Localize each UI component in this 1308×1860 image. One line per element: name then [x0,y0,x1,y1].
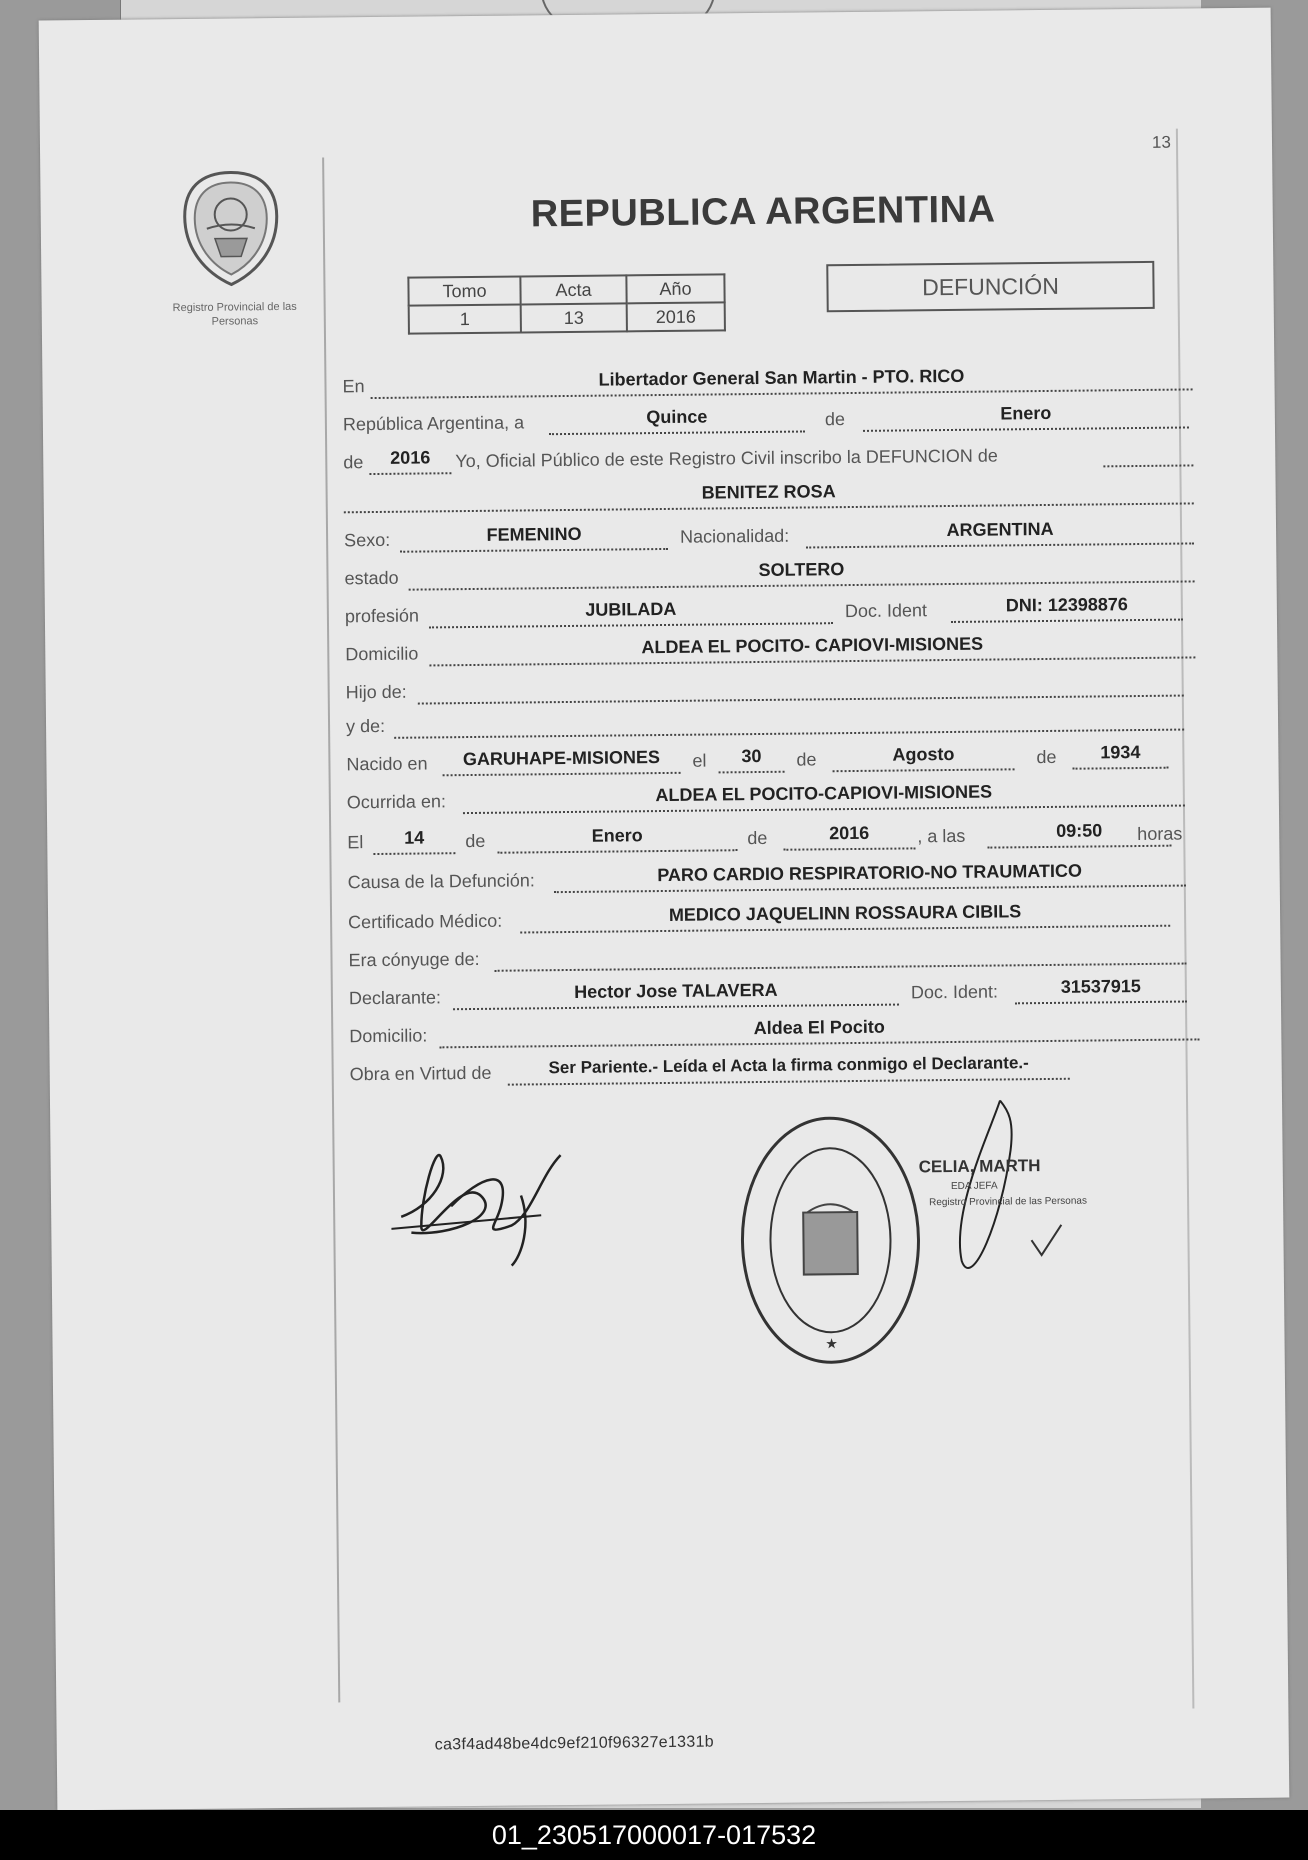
ocurrida-label: Ocurrida en: [346,791,447,813]
footer-id: 01_230517000017-017532 [491,1820,817,1850]
act-type-box: DEFUNCIÓN [826,261,1154,312]
provincial-crest-icon [180,168,281,289]
sexo-field: FEMENINO [400,518,668,553]
horas-label: horas [1137,823,1183,845]
declarante-label: Declarante: [348,987,442,1009]
nombre-field: BENITEZ ROSA [344,472,1194,513]
official-office: Registro Provincial de las Personas [929,1195,1087,1209]
estado-field: SOLTERO [408,550,1194,590]
official-name: CELIA, MARTH [918,1156,1041,1177]
ocurrida-field: ALDEA EL POCITO-CAPIOVI-MISIONES [463,775,1185,815]
dia-field: Quince [549,400,805,435]
nac-el-label: el [692,750,707,771]
document-hash: ca3f4ad48be4dc9ef210f96327e1331b [434,1733,715,1754]
def-hora-field: 09:50 [987,815,1171,849]
row-obra [350,1048,1200,1087]
def-de1-label: de [465,830,486,852]
nac-anio-field: 1934 [1072,737,1168,770]
hijo-label: Hijo de: [345,681,407,703]
declarant-signature [390,1135,581,1277]
page-number: 13 [1151,132,1172,152]
nac-de1-label: de [796,749,817,770]
def-mes-field: Enero [497,819,737,854]
nacido-field: GARUHAPE-MISIONES [442,742,680,776]
domicilio2-label: Domicilio: [349,1025,428,1047]
doc2-field: 31537915 [1015,971,1187,1005]
anio-prefix-label: de [343,452,364,473]
record-header-anio: Año [626,274,724,303]
official-title: EDA JEFA [950,1180,998,1193]
row-nacido [346,738,1196,777]
profesion-field: JUBILADA [429,592,833,628]
mes-field: Enero [863,396,1189,431]
domicilio2-field: Aldea El Pocito [439,1008,1199,1048]
alas-label: , a las [917,825,966,847]
republica-label: República Argentina, a [342,412,525,435]
record-table-value-row [409,302,725,333]
row-certificado [348,896,1198,935]
footer-bar [0,1810,1308,1860]
row-nombre [344,474,1194,513]
def-de2-label: de [747,827,768,849]
record-header-tomo: Tomo [408,276,520,305]
row-profesion [345,590,1195,629]
svg-text:★: ★ [825,1336,838,1353]
row-fecha-defuncion [347,816,1197,855]
obra-field: Ser Pariente.- Leída el Acta la firma conmigo el Declarante.- [508,1048,1070,1086]
document-title: REPUBLICA ARGENTINA [530,188,996,236]
nacido-label: Nacido en [346,753,428,775]
yde-label: y de: [345,715,386,737]
en-label: En [342,376,365,397]
record-value-anio: 2016 [627,302,725,331]
def-anio-field: 2016 [783,817,915,850]
row-en [342,360,1192,399]
row-conyuge [348,934,1198,973]
conyuge-label: Era cónyuge de: [348,948,480,971]
row-ocurrida [347,776,1197,815]
record-header-acta: Acta [520,275,626,304]
official-seal-icon [736,1111,925,1369]
doc-label: Doc. Ident [844,600,928,622]
conyuge-field [494,933,1186,972]
margin-rule [322,158,340,1703]
hijo-field [418,665,1184,705]
row-fecha [343,398,1193,437]
row-estado [344,552,1194,591]
nacionalidad-label: Nacionalidad: [679,525,790,547]
oficial-text: Yo, Oficial Público de este Registro Civil inscribo la DEFUNCION de [455,445,998,472]
certificado-field: MEDICO JAQUELINN ROSSAURA CIBILS [520,895,1170,934]
certificado-label: Certificado Médico: [348,910,503,933]
domicilio-label: Domicilio [345,643,419,665]
declarante-field: Hector Jose TALAVERA [453,974,899,1011]
row-declarante [349,972,1199,1011]
def-dia-field: 14 [373,822,455,855]
sexo-label: Sexo: [344,529,391,551]
row-oficial [343,436,1193,475]
anio-field: 2016 [369,442,451,475]
de-label: de [824,409,846,430]
row-yde [346,700,1196,739]
doc2-label: Doc. Ident: [910,981,999,1003]
document-page [39,8,1290,1811]
estado-label: estado [344,567,399,589]
domicilio-field: ALDEA EL POCITO- CAPIOVI-MISIONES [429,626,1195,666]
nac-mes-field: Agosto [832,738,1014,772]
doc-field: DNI: 12398876 [951,589,1183,623]
profesion-label: profesión [344,605,420,627]
row-domicilio [345,628,1195,667]
oficial-trailing-field [1103,434,1193,467]
causa-label: Causa de la Defunción: [347,870,535,893]
crest-caption: Registro Provincial de las Personas [172,300,297,328]
en-field: Libertador General San Martin - PTO. RICO [370,358,1192,399]
record-value-acta: 13 [521,303,627,332]
record-value-tomo: 1 [409,304,521,333]
nacionalidad-field: ARGENTINA [806,512,1194,548]
yde-field [394,699,1184,739]
row-causa [348,856,1198,895]
def-el-label: El [347,832,364,853]
obra-label: Obra en Virtud de [349,1062,492,1085]
record-table [407,273,726,334]
row-domicilio2 [349,1010,1199,1049]
causa-field: PARO CARDIO RESPIRATORIO-NO TRAUMATICO [553,855,1185,894]
row-sexo [344,514,1194,553]
record-table-header-row [408,274,724,305]
nac-de2-label: de [1036,746,1057,768]
nac-dia-field: 30 [718,741,784,774]
